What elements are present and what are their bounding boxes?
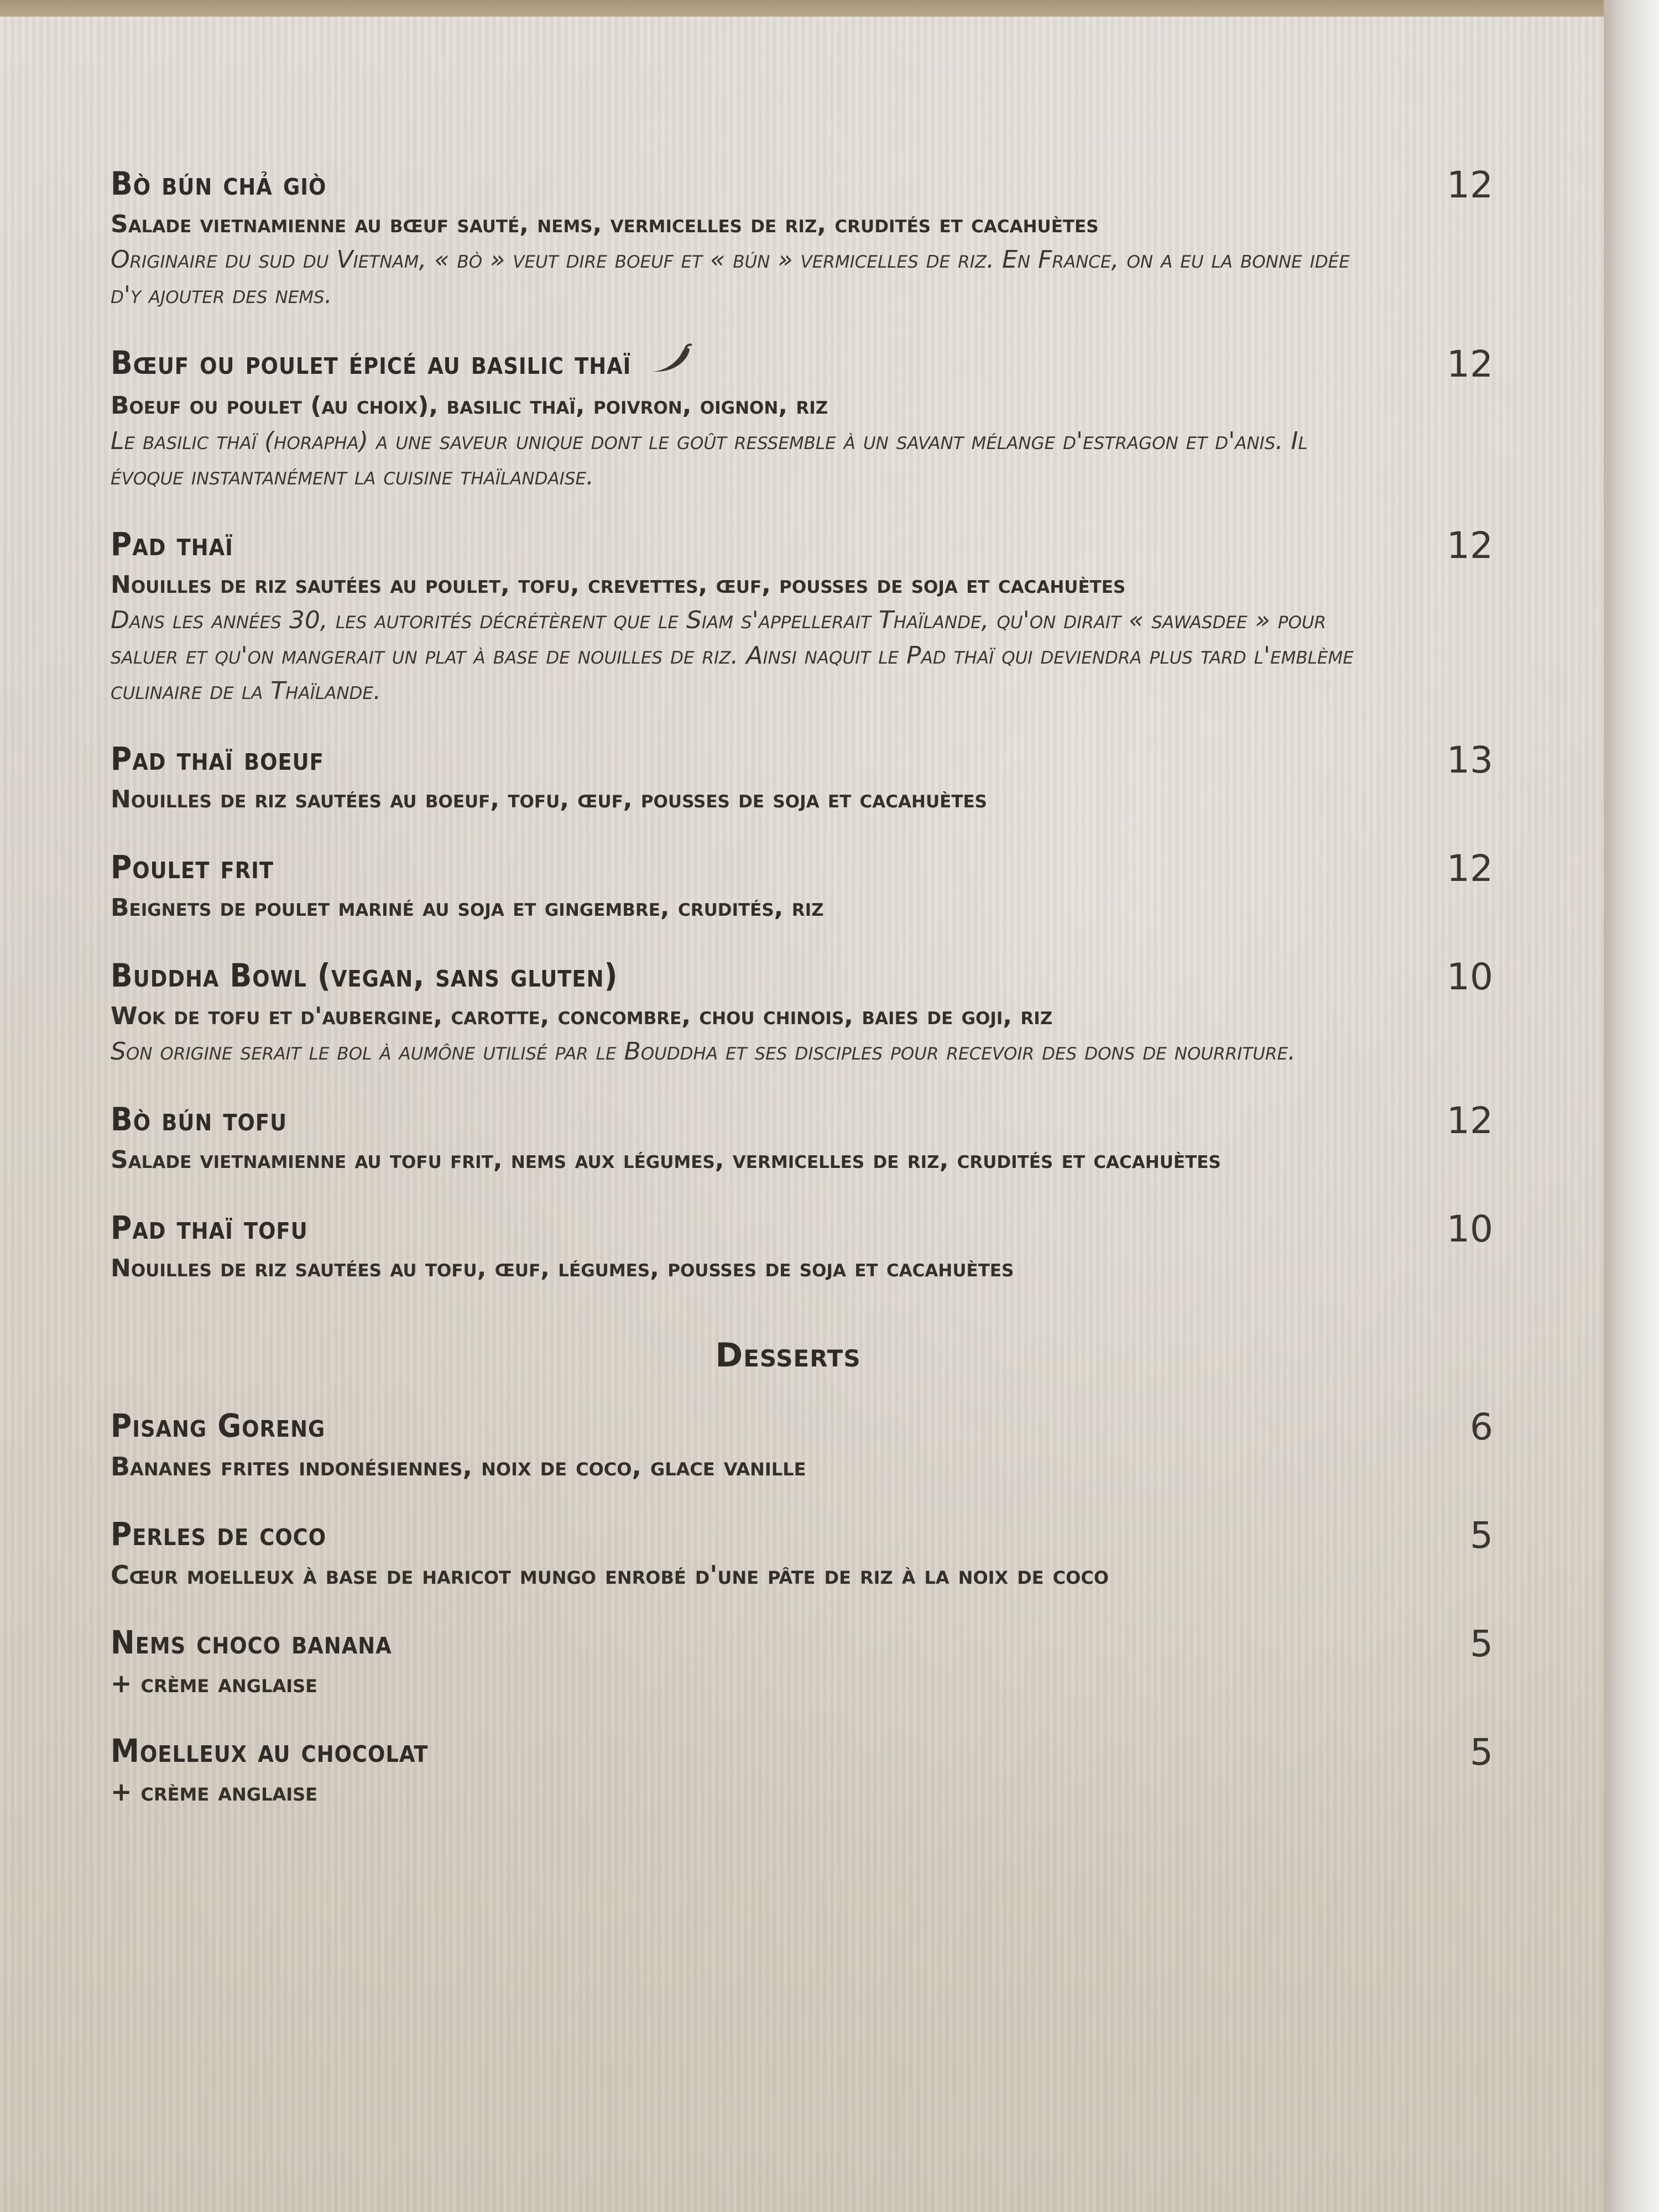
dish-price: 12 [1447, 524, 1493, 567]
dish-price: 12 [1447, 847, 1493, 890]
dish-description: Nouilles de riz sautées au poulet, tofu, crevettes, œuf, pousses de soja et cacahuètes [111, 570, 1126, 599]
menu-item [111, 160, 1493, 313]
dish-name: Bò bún tofu [111, 1100, 288, 1138]
dish-name: Bœuf ou poulet épicé au basilic thaï [111, 344, 632, 382]
dessert-name: Perles de coco [111, 1515, 327, 1553]
dish-name: Buddha Bowl (vegan, sans gluten) [111, 956, 618, 994]
menu-item [111, 340, 1493, 494]
dish-name-row [111, 340, 1465, 388]
dish-name: Poulet frit [111, 848, 274, 886]
dish-note: Son origine serait le bol à aumône utilisé par le Bouddha et ses disciples pour recevoir des dons de nourriture. [111, 1037, 1296, 1066]
dessert-description: Cœur moelleux à base de haricot mungo enrobé d'une pâte de riz à la noix de coco [111, 1559, 1109, 1590]
dessert-name: Nems choco banana [111, 1623, 392, 1661]
dessert-item [111, 1511, 1493, 1593]
dessert-price: 5 [1470, 1622, 1493, 1665]
dish-name: Bò bún chả giò [111, 165, 327, 202]
menu-item [111, 521, 1493, 709]
dish-description: Beignets de poulet mariné au soja et gingembre, crudités, riz [111, 893, 824, 922]
dish-note: Le basilic thaï (horapha) a une saveur unique dont le goût ressemble à un savant mélange d'estragon et d'anis. Il évoque instantanément la cuisine thaïlandaise. [111, 426, 1308, 491]
dessert-price: 5 [1470, 1514, 1493, 1557]
dessert-item [111, 1728, 1493, 1809]
dessert-name: Moelleux au chocolat [111, 1731, 429, 1770]
page-edge-shadow [1604, 0, 1659, 2212]
menu-item [111, 1096, 1493, 1178]
desserts-title: Desserts [715, 1335, 861, 1375]
menu-content [111, 160, 1493, 2162]
dessert-item [111, 1619, 1493, 1701]
dish-price: 10 [1447, 1207, 1493, 1250]
dessert-price: 5 [1470, 1730, 1493, 1773]
dish-price: 10 [1447, 955, 1493, 998]
dessert-item [111, 1402, 1493, 1484]
dish-description: Boeuf ou poulet (au choix), basilic thaï, poivron, oignon, riz [111, 391, 828, 420]
dish-price: 13 [1447, 738, 1493, 781]
dessert-description: Bananes frites indonésiennes, noix de coco, glace vanille [111, 1451, 806, 1481]
dish-description: Nouilles de riz sautées au boeuf, tofu, œuf, pousses de soja et cacahuètes [111, 785, 987, 813]
dish-price: 12 [1447, 343, 1493, 385]
dish-description: Nouilles de riz sautées au tofu, œuf, légumes, pousses de soja et cacahuètes [111, 1254, 1014, 1282]
menu-item [111, 1204, 1493, 1286]
dessert-name: Pisang Goreng [111, 1406, 326, 1444]
dish-name: Pad thaï [111, 525, 233, 563]
dessert-description: + crème anglaise [111, 1668, 318, 1698]
dessert-description: + crème anglaise [111, 1776, 318, 1807]
dish-note: Originaire du sud du Vietnam, « bò » veut dire boeuf et « bún » vermicelles de riz. En France, on a eu la bonne idée d'y ajouter des nems. [111, 246, 1350, 309]
dish-description: Salade vietnamienne au bœuf sauté, nems, vermicelles de riz, crudités et cacahuètes [111, 210, 1099, 238]
menu-item [111, 844, 1493, 926]
dish-note: Dans les années 30, les autorités décrétèrent que le Siam s'appellerait Thaïlande, qu'on dirait « sawasdee » pour saluer et qu'on mangerait un plat à base de nouilles de riz. Ainsi naquit le Pad thaï qui deviendra plus tard l'emblème culinaire de la Thaïlande. [111, 606, 1354, 705]
chili-icon [649, 342, 693, 388]
dish-price: 12 [1447, 164, 1493, 206]
dish-name: Pad thaï boeuf [111, 739, 324, 778]
menu-item [111, 952, 1493, 1070]
dish-description: Salade vietnamienne au tofu frit, nems aux légumes, vermicelles de riz, crudités et cacahuètes [111, 1145, 1221, 1174]
dish-description: Wok de tofu et d'aubergine, carotte, concombre, chou chinois, baies de goji, riz [111, 1001, 1053, 1030]
dish-name: Pad thaï tofu [111, 1208, 308, 1246]
menu-item [111, 735, 1493, 817]
dish-price: 12 [1447, 1099, 1493, 1142]
dessert-price: 6 [1470, 1405, 1493, 1448]
